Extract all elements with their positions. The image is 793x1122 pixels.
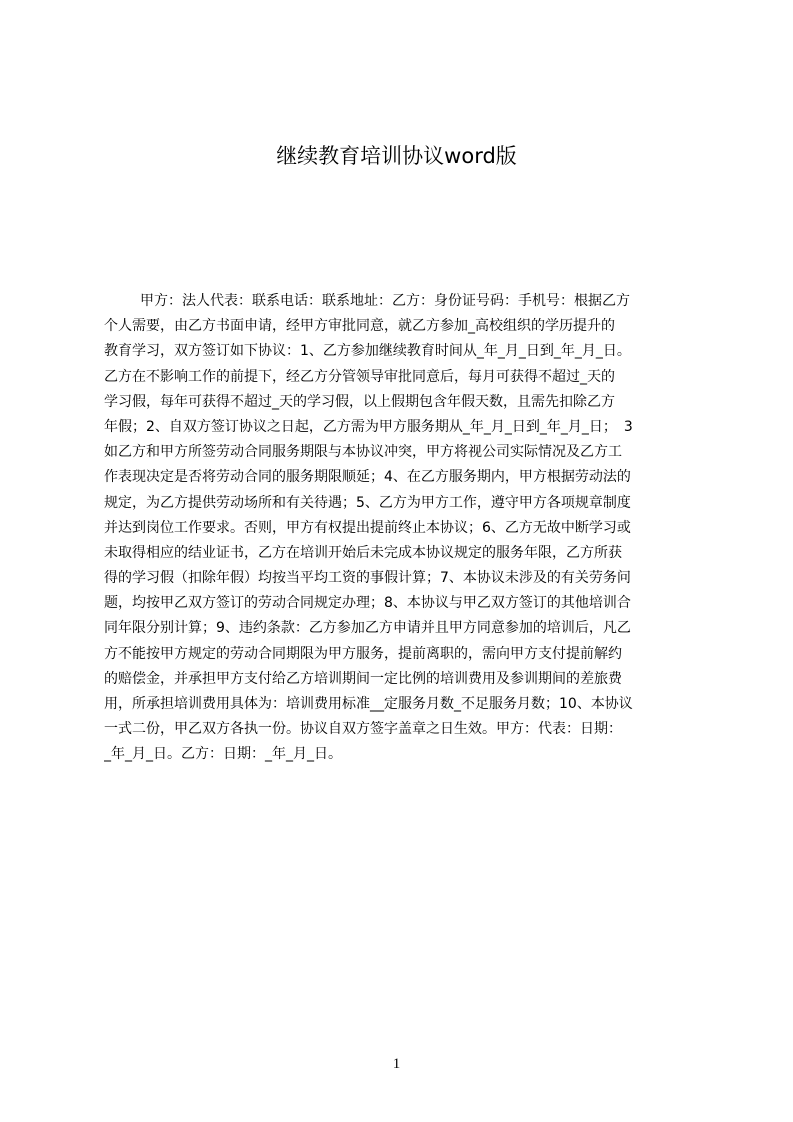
body-line: 乙方在不影响工作的前提下，经乙方分管领导审批同意后，每月可获得不超过_天的 xyxy=(104,368,615,385)
body-line: 的赔偿金，并承担甲方支付给乙方培训期间一定比例的培训费用及参训期间的差旅费 xyxy=(104,670,622,687)
body-line: _年_月_日。乙方：日期：_年_月_日。 xyxy=(104,746,342,763)
document-title: 继续教育培训协议word版 xyxy=(276,144,517,168)
body-line: 甲方：法人代表：联系电话：联系地址：乙方：身份证号码：手机号：根据乙方 xyxy=(140,293,630,309)
body-line: 如乙方和甲方所签劳动合同服务期限与本协议冲突，甲方将视公司实际情况及乙方工 xyxy=(104,444,622,461)
body-line: 用，所承担培训费用具体为：培训费用标准__定服务月数_不足服务月数；10、本协议 xyxy=(104,696,633,712)
body-line: 规定，为乙方提供劳动场所和有关待遇；5、乙方为甲方工作，遵守甲方各项规章制度 xyxy=(104,494,631,511)
page-number: 1 xyxy=(392,1056,401,1072)
body-line: 未取得相应的结业证书，乙方在培训开始后未完成本协议规定的服务年限，乙方所获 xyxy=(104,544,622,561)
body-line: 学习假，每年可获得不超过_天的学习假，以上假期包含年假天数，且需先扣除乙方 xyxy=(104,393,615,410)
body-line: 得的学习假（扣除年假）均按当平均工资的事假计算；7、本协议未涉及的有关劳务问 xyxy=(104,570,631,587)
agreement-body xyxy=(104,289,697,809)
body-line: 作表现决定是否将劳动合同的服务期限顺延；4、在乙方服务期内，甲方根据劳动法的 xyxy=(104,469,631,486)
body-line: 一式二份，甲乙双方各执一份。协议自双方签字盖章之日生效。甲方：代表：日期： xyxy=(104,721,622,738)
body-line: 题，均按甲乙双方签订的劳动合同规定办理；8、本协议与甲乙双方签订的其他培训合 xyxy=(104,595,631,612)
body-line: 个人需要，由乙方书面申请，经甲方审批同意，就乙方参加_高校组织的学历提升的 xyxy=(104,318,615,335)
body-line: 年假；2、自双方签订协议之日起，乙方需为甲方服务期从_年_月_日到_年_月_日； 3 xyxy=(104,418,633,435)
body-line: 教育学习，双方签订如下协议：1、乙方参加继续教育时间从_年_月_日到_年_月_日。 xyxy=(104,343,631,360)
body-line: 并达到岗位工作要求。否则，甲方有权提出提前终止本协议；6、乙方无故中断学习或 xyxy=(104,519,631,536)
body-line: 同年限分别计算；9、违约条款：乙方参加乙方申请并且甲方同意参加的培训后，凡乙 xyxy=(104,620,631,637)
body-line: 方不能按甲方规定的劳动合同期限为甲方服务，提前离职的，需向甲方支付提前解约 xyxy=(104,645,622,662)
